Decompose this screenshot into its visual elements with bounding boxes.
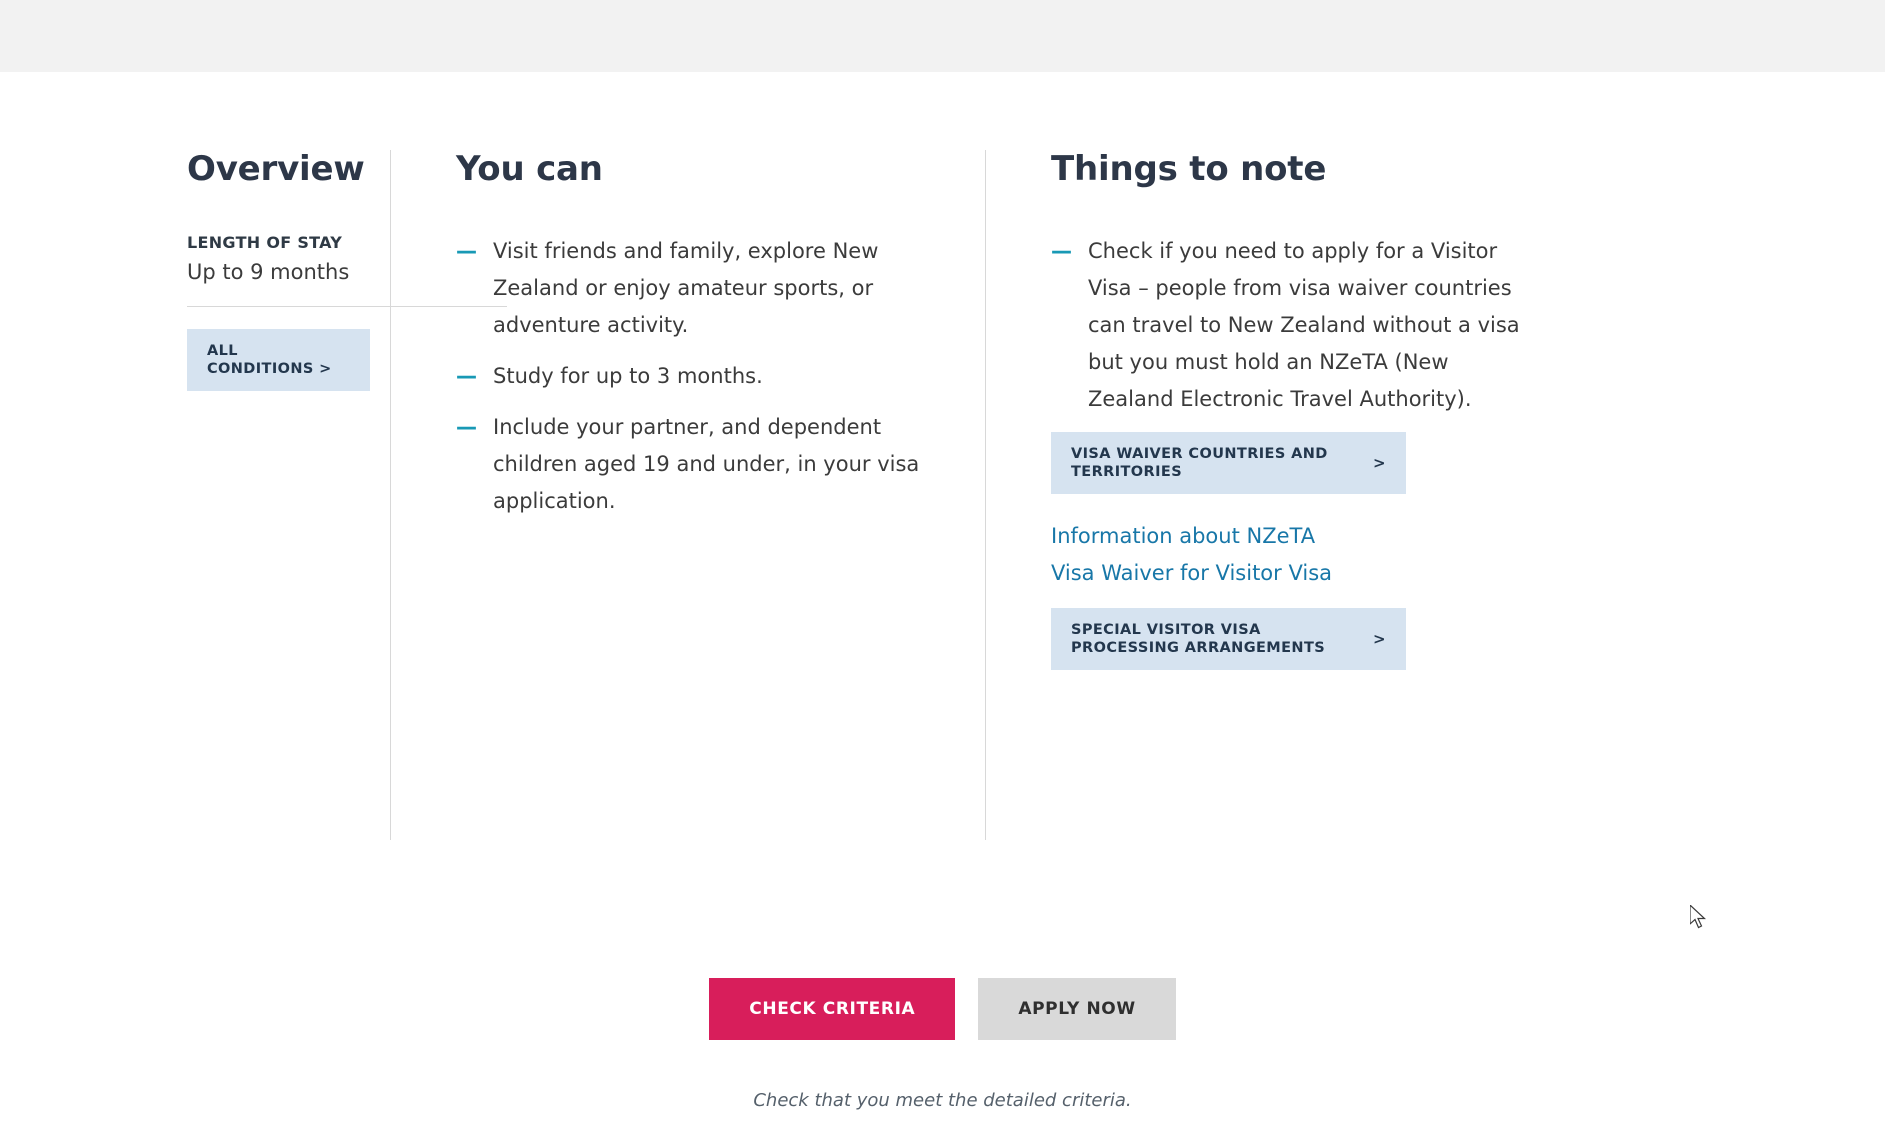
overview-column xyxy=(0,150,390,391)
things-to-note-title: Things to note xyxy=(1051,149,1327,189)
visa-waiver-countries-button[interactable] xyxy=(1051,432,1406,494)
visa-waiver-countries-label: VISA WAIVER COUNTRIES AND TERRITORIES xyxy=(1071,446,1328,480)
footer-actions xyxy=(0,978,1885,1040)
special-visitor-visa-processing-button[interactable] xyxy=(1051,608,1406,670)
list-item xyxy=(456,233,955,344)
dash-icon: — xyxy=(1051,239,1072,263)
list-item-text: Check if you need to apply for a Visitor Visa – people from visa waiver countries can travel to New Zealand without a visa but you must hold an NZeTA (New Zealand Electronic Travel Authority). xyxy=(1088,239,1520,411)
you-can-title: You can xyxy=(456,149,603,189)
length-of-stay-label: LENGTH OF STAY xyxy=(187,233,343,252)
dash-icon: — xyxy=(456,415,477,439)
chevron-right-icon: > xyxy=(1373,630,1386,648)
check-criteria-button[interactable]: CHECK CRITERIA xyxy=(709,978,955,1040)
chevron-right-icon: > xyxy=(1373,454,1386,472)
list-item-text: Study for up to 3 months. xyxy=(493,364,763,388)
list-item xyxy=(456,409,955,520)
mouse-cursor xyxy=(1690,905,1710,931)
list-item-text: Include your partner, and dependent children aged 19 and under, in your visa application. xyxy=(493,415,920,513)
all-conditions-button[interactable]: ALL CONDITIONS > xyxy=(187,329,370,391)
special-visitor-visa-processing-label: SPECIAL VISITOR VISA PROCESSING ARRANGEMENTS xyxy=(1071,622,1326,656)
apply-now-button[interactable]: APPLY NOW xyxy=(978,978,1175,1040)
things-to-note-column xyxy=(985,150,1545,840)
dash-icon: — xyxy=(456,364,477,388)
you-can-list xyxy=(456,233,955,520)
dash-icon: — xyxy=(456,239,477,263)
list-item-text: Visit friends and family, explore New Zealand or enjoy amateur sports, or adventure activity. xyxy=(493,239,879,337)
link-visa-waiver-for-visitor-visa[interactable]: Visa Waiver for Visitor Visa xyxy=(1051,561,1333,585)
things-to-note-list xyxy=(1051,233,1525,418)
top-bar xyxy=(0,0,1885,72)
content-columns xyxy=(0,150,1885,840)
link-information-about-nzeta[interactable]: Information about NZeTA xyxy=(1051,524,1316,548)
note-links xyxy=(1051,518,1525,592)
list-item xyxy=(456,358,955,395)
footer-note: Check that you meet the detailed criteria. xyxy=(753,1090,1132,1111)
you-can-column xyxy=(390,150,985,840)
list-item xyxy=(1051,233,1525,418)
overview-title: Overview xyxy=(187,149,365,189)
length-of-stay-value: Up to 9 months xyxy=(187,260,507,307)
